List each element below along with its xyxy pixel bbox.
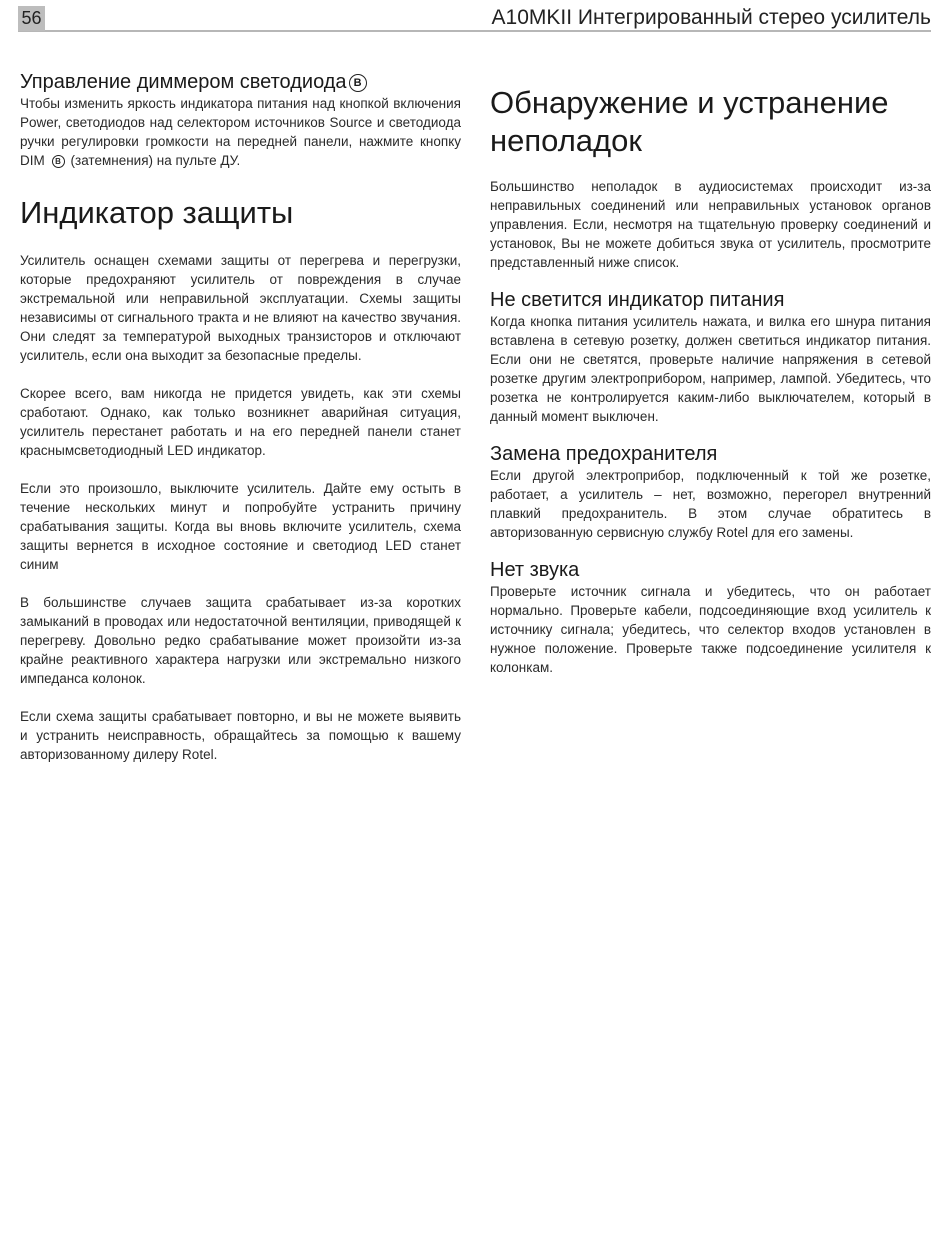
fuse-text: Если другой электроприбор, подключенный к той же розетке, работает, а усилитель – нет, возможно, перегорел внутренний плавкий предохранитель. В этом случае обратитесь в авторизованную сервисную службу Rotel для его замены. — [490, 468, 931, 540]
protection-paragraph-3: Если это произошло, выключите усилитель. Дайте ему остыть в течение нескольких минут и попробуйте устранить причину срабатывания защиты. Когда вы вновь включите усилитель, схема защиты вернется в исходное состояние и светодиод LED станет синим — [20, 481, 461, 572]
protection-paragraph-5: Если схема защиты срабатывает повторно, и вы не можете выявить и устранить неисправность, обращайтесь за помощью к вашему авторизованному дилеру Rotel. — [20, 709, 461, 762]
no-sound-text: Проверьте источник сигнала и убедитесь, что он работает нормально. Проверьте кабели, подсоединяющие вход усилитель к источнику сигнала; убедитесь, что селектор входов установлен в нужное положение. Проверьте также подсоединение усилителя к колонкам. — [490, 584, 931, 675]
page-number: 56 — [18, 6, 45, 31]
b-button-icon: B — [349, 74, 367, 92]
left-column — [20, 70, 461, 764]
protection-paragraph-4: В большинстве случаев защита срабатывает из-за коротких замыканий в проводах или недостаточной вентиляции, приводящей к перегреву. Довольно редко срабатывание может произойти из-за крайне реактивного характера нагрузки или экстремально низкого импеданса колонок. — [20, 595, 461, 686]
b-button-small-icon: B — [52, 155, 65, 168]
no-sound-heading: Нет звука — [490, 559, 580, 581]
power-indicator-heading: Не светится индикатор питания — [490, 289, 785, 311]
dimmer-heading-text: Управление диммером светодиода — [20, 71, 347, 93]
fuse-heading: Замена предохранителя — [490, 443, 718, 465]
protection-paragraph-1: Усилитель оснащен схемами защиты от перегрева и перегрузки, которые предохраняют усилитель от повреждения в случае экстремальной или неправильной эксплуатации. Схемы защиты независимы от сигнального тракта и не влияют на качество звучания. Они следят за температурой выходных транзисторов и отключают усилитель, если она выходит за безопасные пределы. — [20, 253, 461, 363]
protection-paragraph-2: Скорее всего, вам никогда не придется увидеть, как эти схемы сработают. Однако, как только возникнет аварийная ситуация, усилитель перестанет работать и на его передней панели станет краснымсветодиодный LED индикатор. — [20, 386, 461, 458]
troubleshooting-intro: Большинство неполадок в аудиосистемах происходит из-за неправильных соединений или неправильных установок органов управления. Если, несмотря на тщательную проверку соединений и установок, Вы не можете добиться звука от усилитель, просмотрите представленный ниже список. — [490, 179, 931, 270]
dimmer-paragraph — [20, 94, 461, 170]
dimmer-text-after: (затемнения) на пульте ДУ. — [70, 153, 241, 168]
power-indicator-text: Когда кнопка питания усилитель нажата, и вилка его шнура питания вставлена в сетевую розетку, должен светиться индикатор питания. Если они не светятся, проверьте наличие напряжения в сетевой розетке другим электроприбором, например, лампой. Убедитесь, что розетка не контролируется каким-либо выключателем, который в данный момент выключен. — [490, 314, 931, 424]
page-header — [18, 4, 931, 32]
dimmer-text-before: Чтобы изменить яркость индикатора питания над кнопкой включения Power, светодиодов над селектором источников Source и светодиода ручки регулировки громкости на передней панели, нажмите кнопку DIM — [20, 96, 461, 168]
document-title: A10MKII Интегрированный стерео усилитель — [491, 6, 931, 29]
protection-heading: Индикатор защиты — [20, 195, 294, 230]
dimmer-heading — [20, 70, 461, 94]
right-column — [490, 84, 931, 677]
troubleshooting-heading: Обнаружение и устранение неполадок — [490, 85, 889, 158]
